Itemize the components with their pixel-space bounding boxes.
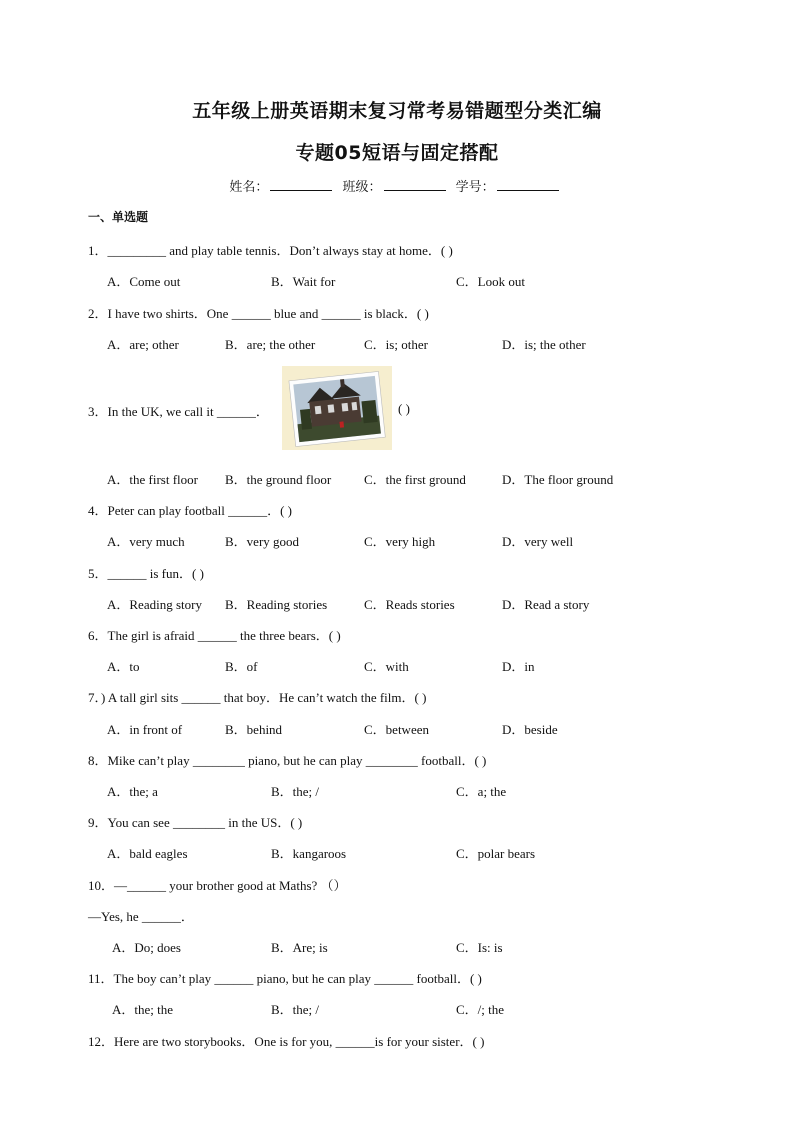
question-9-option-b[interactable]: B．kangaroos (271, 846, 347, 861)
question-10-stem-line2: —Yes, he ______． (88, 909, 194, 924)
question-10-option-a[interactable]: A．Do; does (112, 940, 181, 955)
question-11-option-c[interactable]: C．/; the (456, 1002, 505, 1017)
question-6-stem: 6．The girl is afraid ______ the three bears．( ) (88, 628, 341, 643)
question-3-stem: 3．In the UK, we call it ______． (88, 404, 269, 419)
question-4-option-b[interactable]: B．very good (225, 534, 300, 549)
question-5-stem: 5．______ is fun．( ) (88, 566, 204, 581)
question-1-option-c[interactable]: C．Look out (456, 274, 525, 289)
question-8-stem: 8．Mike can’t play ________ piano, but he can play ________ football．( ) (88, 753, 487, 768)
class-label: 班级： (342, 180, 382, 195)
house-photo (282, 366, 392, 450)
question-5-option-c[interactable]: C．Reads stories (364, 597, 455, 612)
question-2-option-a[interactable]: A．are; other (107, 337, 179, 352)
question-7-stem: 7．) A tall girl sits ______ that boy．He can’t watch the film．( ) (88, 690, 427, 705)
question-6-option-a[interactable]: A．to (107, 659, 140, 674)
question-6-option-b[interactable]: B．of (225, 659, 258, 674)
question-7-option-a[interactable]: A．in front of (107, 722, 183, 737)
section-title: 一、单选题 (88, 210, 149, 224)
question-2-option-d[interactable]: D．is; the other (502, 337, 586, 352)
question-9-option-a[interactable]: A．bald eagles (107, 846, 188, 861)
question-2-option-c[interactable]: C．is; other (364, 337, 428, 352)
document-subtitle: 专题05短语与固定搭配 (295, 142, 499, 164)
question-10-option-c[interactable]: C．Is: is (456, 940, 503, 955)
question-4-option-a[interactable]: A．very much (107, 534, 185, 549)
question-3-option-b[interactable]: B．the ground floor (225, 472, 332, 487)
question-9-stem: 9．You can see ________ in the US．( ) (88, 815, 303, 830)
question-8-option-b[interactable]: B．the; / (271, 784, 320, 799)
question-3-option-a[interactable]: A．the first floor (107, 472, 198, 487)
question-11-stem: 11．The boy can’t play ______ piano, but he can play ______ football．( ) (88, 971, 482, 986)
question-4-option-c[interactable]: C．very high (364, 534, 436, 549)
question-12-stem: 12．Here are two storybooks．One is for you, ______is for your sister．( ) (88, 1034, 485, 1049)
id-blank[interactable] (497, 178, 559, 191)
question-5-option-a[interactable]: A．Reading story (107, 597, 202, 612)
question-2-option-b[interactable]: B．are; the other (225, 337, 316, 352)
question-3-answer-bracket: ( ) (398, 401, 410, 416)
question-5-option-d[interactable]: D．Read a story (502, 597, 590, 612)
question-8-option-c[interactable]: C．a; the (456, 784, 507, 799)
question-7-option-c[interactable]: C．between (364, 722, 429, 737)
question-6-option-d[interactable]: D．in (502, 659, 535, 674)
question-6-option-c[interactable]: C．with (364, 659, 409, 674)
question-1-stem: 1．_________ and play table tennis．Don’t always stay at home．( ) (88, 243, 453, 258)
question-4-option-d[interactable]: D．very well (502, 534, 574, 549)
question-1-option-a[interactable]: A．Come out (107, 274, 181, 289)
class-blank[interactable] (384, 178, 446, 191)
question-9-option-c[interactable]: C．polar bears (456, 846, 536, 861)
question-10-option-b[interactable]: B．Are; is (271, 940, 328, 955)
question-11-option-a[interactable]: A．the; the (112, 1002, 174, 1017)
question-7-option-d[interactable]: D．beside (502, 722, 558, 737)
id-label: 学号： (455, 180, 495, 195)
question-3-option-d[interactable]: D．The floor ground (502, 472, 614, 487)
name-blank[interactable] (270, 178, 332, 191)
name-label: 姓名： (229, 180, 269, 195)
question-8-option-a[interactable]: A．the; a (107, 784, 158, 799)
question-11-option-b[interactable]: B．the; / (271, 1002, 320, 1017)
question-2-stem: 2．I have two shirts．One ______ blue and ______ is black．( ) (88, 306, 429, 321)
question-4-stem: 4．Peter can play football ______．( ) (88, 503, 292, 518)
question-5-option-b[interactable]: B．Reading stories (225, 597, 328, 612)
question-1-option-b[interactable]: B．Wait for (271, 274, 336, 289)
question-3-option-c[interactable]: C．the first ground (364, 472, 466, 487)
question-7-option-b[interactable]: B．behind (225, 722, 283, 737)
student-info-line (0, 176, 794, 195)
document-title: 五年级上册英语期末复习常考易错题型分类汇编 (192, 100, 602, 122)
question-10-stem: 10．—______ your brother good at Maths? （） (88, 878, 347, 893)
